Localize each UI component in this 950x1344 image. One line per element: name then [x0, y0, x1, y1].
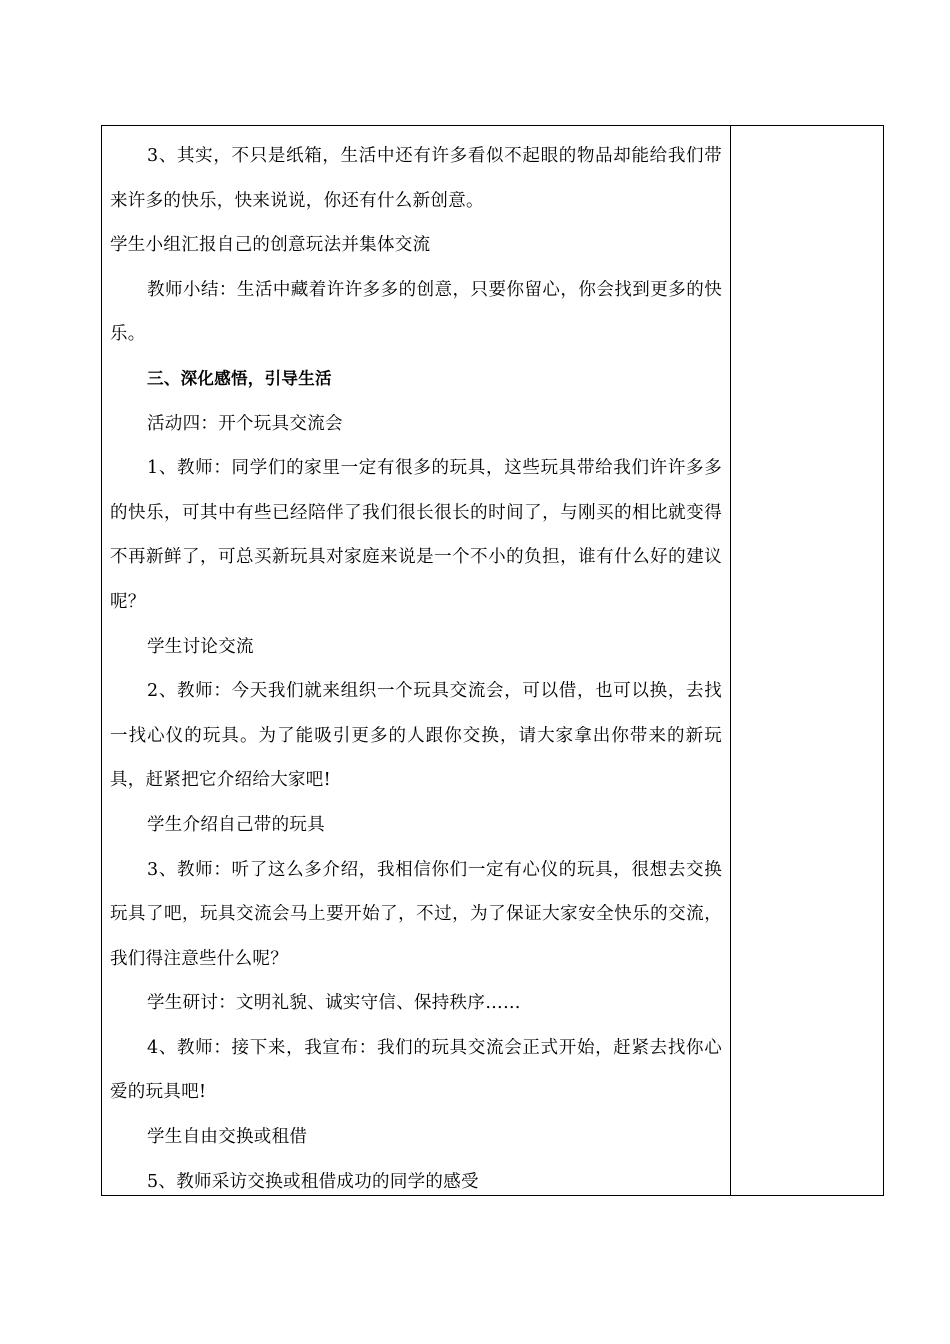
paragraph-student-introduce: 学生介绍自己带的玩具: [147, 814, 325, 835]
paragraph-step-1: 1、教师：同学们的家里一定有很多的玩具，这些玩具带给我们许许多多的快乐，可其中有些已经陪伴了我们很长很长的时间了，与刚买的相比就变得不再新鲜了，可总买新玩具对家庭来说是一个不小的负担，谁有什么好的建议呢？: [110, 458, 722, 612]
section-heading-three: 三、深化感悟，引导生活: [147, 368, 332, 388]
activity-four-title: 活动四：开个玩具交流会: [147, 413, 343, 434]
paragraph-student-discussion: 学生讨论交流: [147, 636, 254, 657]
paragraph-group-report: 学生小组汇报自己的创意玩法并集体交流: [110, 235, 431, 256]
paragraph-student-research: 学生研讨：文明礼貌、诚实守信、保持秩序……: [147, 993, 521, 1014]
notes-cell: [731, 126, 883, 1195]
paragraph-teacher-summary: 教师小结：生活中藏着许许多多的创意，只要你留心，你会找到更多的快乐。: [110, 279, 722, 345]
lesson-plan-table: [101, 125, 884, 1196]
main-content-cell: [102, 126, 730, 1195]
paragraph-step-4: 4、教师：接下来，我宣布：我们的玩具交流会正式开始，赶紧去找你心爱的玩具吧!: [110, 1037, 722, 1103]
paragraph-step-2: 2、教师：今天我们就来组织一个玩具交流会，可以借，也可以换，去找一找心仪的玩具。为了能吸引更多的人跟你交换，请大家拿出你带来的新玩具，赶紧把它介绍给大家吧!: [110, 681, 722, 791]
paragraph-creative-items: 3、其实，不只是纸箱，生活中还有许多看似不起眼的物品却能给我们带来许多的快乐，快来说说，你还有什么新创意。: [110, 146, 722, 211]
paragraph-step-5: 5、教师采访交换或租借成功的同学的感受: [147, 1171, 479, 1192]
paragraph-step-3: 3、教师：听了这么多介绍，我相信你们一定有心仪的玩具，很想去交换玩具了吧，玩具交流会马上要开始了，不过，为了保证大家安全快乐的交流，我们得注意些什么呢？: [110, 859, 722, 969]
paragraph-student-exchange: 学生自由交换或租借: [147, 1127, 308, 1148]
